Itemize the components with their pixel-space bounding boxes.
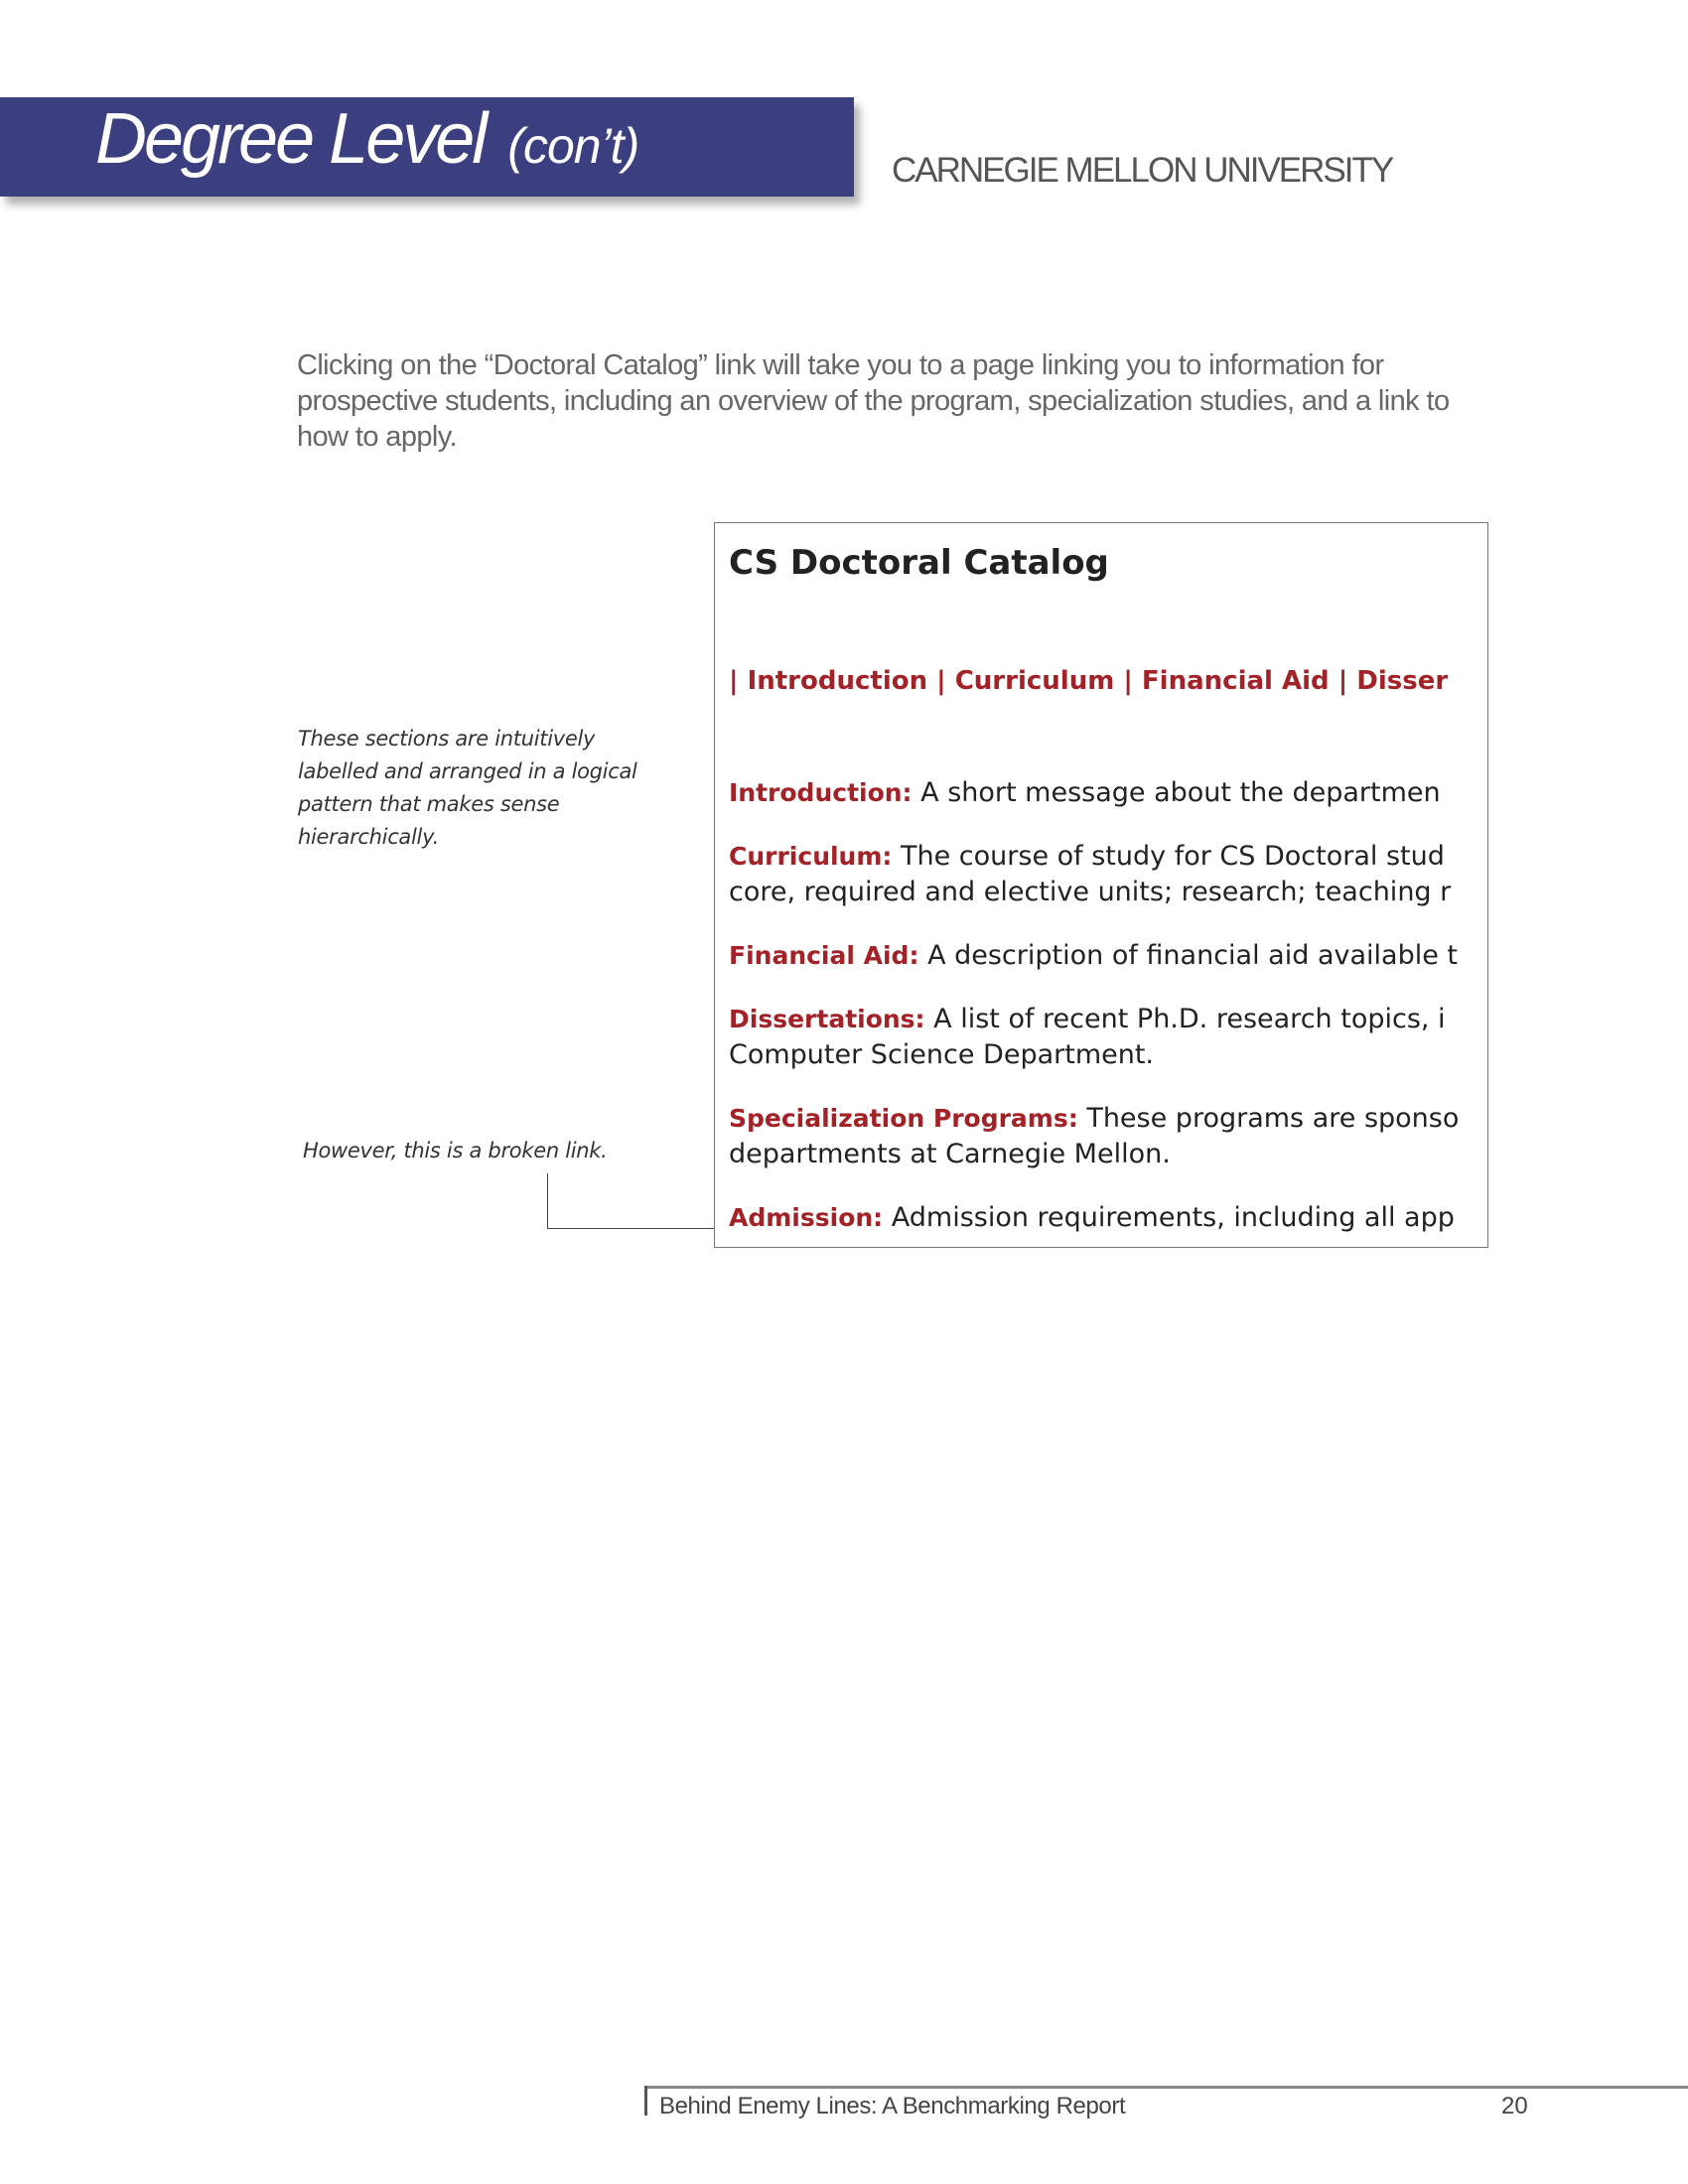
broken-link-note: However, this is a broken link. (303, 1139, 608, 1162)
entry-financial-aid (729, 938, 1458, 974)
catalog-screenshot (714, 522, 1488, 1248)
sections-note: These sections are intuitively labelled and arranged in a logical pattern that makes sense hierarchically. (298, 727, 637, 849)
entry-text: A short message about the departmen (920, 777, 1441, 808)
entry-text: Computer Science Department. (729, 1039, 1155, 1070)
nav-separator: | (927, 666, 955, 696)
entry-admission (729, 1200, 1455, 1236)
catalog-nav (729, 666, 1448, 696)
page-title-suffix: (con’t) (507, 118, 639, 174)
footer-tick (644, 2086, 647, 2116)
entry-text: These programs are sponso (1086, 1103, 1460, 1134)
nav-link-financial-aid[interactable]: Financial Aid (1141, 666, 1330, 696)
entry-link-dissertations[interactable]: Dissertations: (729, 1005, 925, 1033)
entry-curriculum (729, 839, 1451, 910)
catalog-title: CS Doctoral Catalog (729, 543, 1109, 583)
page-number: 20 (1501, 2093, 1528, 2119)
entry-link-specialization-programs[interactable]: Specialization Programs: (729, 1104, 1078, 1133)
nav-link-introduction[interactable]: Introduction (747, 666, 928, 696)
callout-line-horizontal (547, 1228, 718, 1229)
entry-link-admission[interactable]: Admission: (729, 1203, 884, 1232)
footer-title: Behind Enemy Lines: A Benchmarking Report (659, 2093, 1126, 2119)
intro-paragraph: Clicking on the “Doctoral Catalog” link will take you to a page linking you to information for prospective students, including an overview of the program, specialization studies, and a link to how to apply. (297, 349, 1450, 453)
nav-separator: | (1114, 666, 1142, 696)
page-title (95, 99, 639, 179)
entry-text: A list of recent Ph.D. research topics, i (933, 1004, 1446, 1034)
entry-link-financial-aid[interactable]: Financial Aid: (729, 941, 919, 970)
footer-rule (644, 2086, 1688, 2089)
nav-separator: | (729, 666, 748, 696)
entry-text: A description of financial aid available t (927, 940, 1458, 971)
entry-text: Admission requirements, including all app (891, 1202, 1455, 1233)
entry-text: departments at Carnegie Mellon. (729, 1139, 1171, 1169)
page-title-main: Degree Level (95, 99, 486, 179)
nav-link-dissertations[interactable]: Disser (1356, 666, 1449, 696)
entry-specialization-programs (729, 1101, 1459, 1172)
university-name: CARNEGIE MELLON UNIVERSITY (892, 151, 1393, 190)
nav-link-curriculum[interactable]: Curriculum (954, 666, 1115, 696)
entry-dissertations (729, 1002, 1446, 1073)
entry-link-curriculum[interactable]: Curriculum: (729, 842, 893, 871)
callout-line-vertical (547, 1173, 548, 1229)
entry-introduction (729, 775, 1441, 811)
entry-text: core, required and elective units; research; teaching r (729, 877, 1452, 907)
entry-text: The course of study for CS Doctoral stud (901, 841, 1445, 872)
nav-separator: | (1329, 666, 1357, 696)
entry-link-introduction[interactable]: Introduction: (729, 778, 913, 807)
